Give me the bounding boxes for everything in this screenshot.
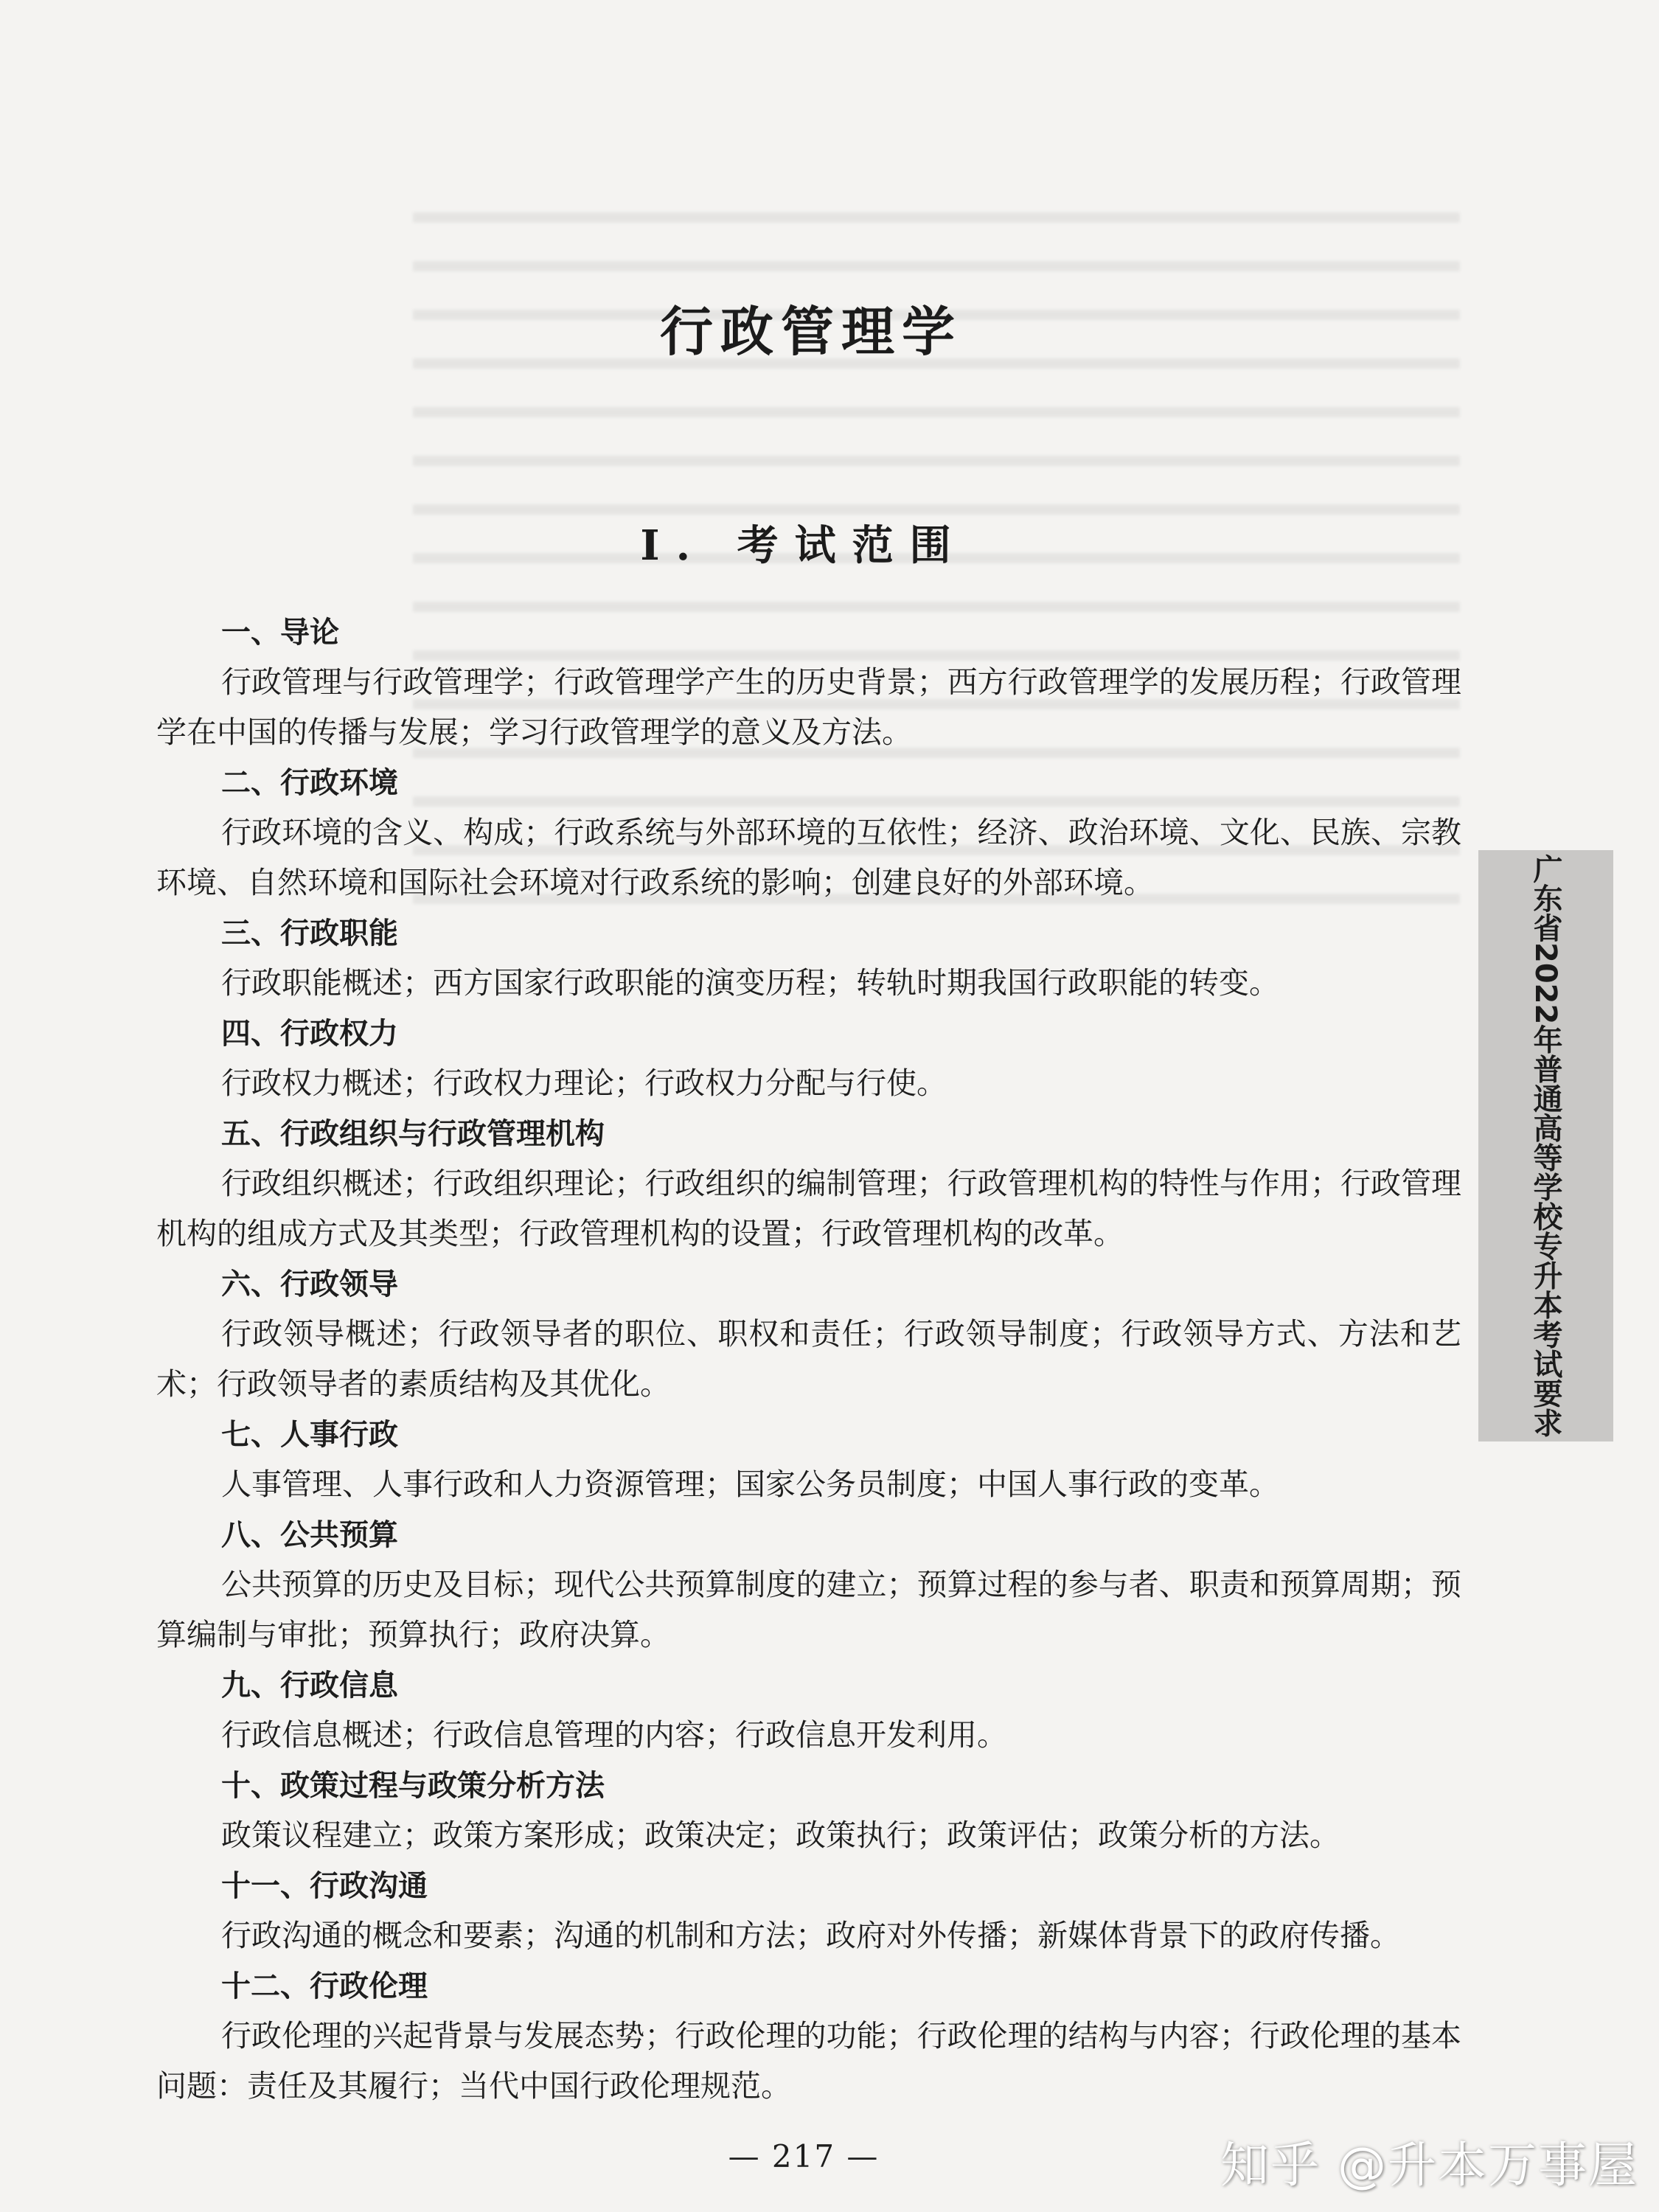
topic-body: 行政管理与行政管理学；行政管理学产生的历史背景；西方行政管理学的发展历程；行政管理学在中国的传播与发展；学习行政管理学的意义及方法。 <box>156 664 1461 750</box>
topic-body: 行政沟通的概念和要素；沟通的机制和方法；政府对外传播；新媒体背景下的政府传播。 <box>221 1918 1400 1953</box>
topic-body: 人事管理、人事行政和人力资源管理；国家公务员制度；中国人事行政的变革。 <box>221 1467 1279 1502</box>
topic-heading: 四、行政权力 <box>221 1017 398 1051</box>
topic-heading: 七、人事行政 <box>221 1418 398 1452</box>
topic-heading: 六、行政领导 <box>221 1267 398 1301</box>
topic-body: 政策议程建立；政策方案形成；政策决定；政策执行；政策评估；政策分析的方法。 <box>221 1818 1340 1853</box>
topic-item <box>156 1862 1461 1961</box>
topic-item <box>156 1511 1461 1660</box>
topic-item <box>156 1411 1461 1509</box>
side-tab-label: 广东省2022年普通高等学校专升本考试要求 <box>1528 854 1562 1438</box>
page-title: 行政管理学 <box>659 301 962 363</box>
topic-item <box>156 909 1461 1008</box>
topic-body: 行政伦理的兴起背景与发展态势；行政伦理的功能；行政伦理的结构与内容；行政伦理的基本问题：责任及其履行；当代中国行政伦理规范。 <box>156 2018 1461 2104</box>
topic-item <box>156 1110 1461 1259</box>
topic-body: 行政职能概述；西方国家行政职能的演变历程；转轨时期我国行政职能的转变。 <box>221 965 1279 1001</box>
topic-body: 行政领导概述；行政领导者的职位、职权和责任；行政领导制度；行政领导方式、方法和艺术；行政领导者的素质结构及其优化。 <box>156 1316 1461 1402</box>
topic-item <box>156 759 1461 908</box>
topic-heading: 三、行政职能 <box>221 917 398 950</box>
topic-body: 行政环境的含义、构成；行政系统与外部环境的互依性；经济、政治环境、文化、民族、宗教环境、自然环境和国际社会环境对行政系统的影响；创建良好的外部环境。 <box>156 815 1461 900</box>
topic-heading: 二、行政环境 <box>221 766 398 800</box>
topic-body: 行政组织概述；行政组织理论；行政组织的编制管理；行政管理机构的特性与作用；行政管理机构的组成方式及其类型；行政管理机构的设置；行政管理机构的改革。 <box>156 1166 1461 1251</box>
topic-body: 行政信息概述；行政信息管理的内容；行政信息开发利用。 <box>221 1717 1007 1753</box>
topic-heading: 十一、行政沟通 <box>221 1869 428 1903</box>
topic-body: 行政权力概述；行政权力理论；行政权力分配与行使。 <box>221 1065 947 1101</box>
watermark: 知乎 @升本万事屋 <box>1220 2137 1638 2194</box>
topic-body: 公共预算的历史及目标；现代公共预算制度的建立；预算过程的参与者、职责和预算周期；预算编制与审批；预算执行；政府决算。 <box>156 1567 1461 1652</box>
topic-list <box>156 608 1461 2112</box>
topic-item <box>156 1661 1461 1760</box>
topic-heading: 九、行政信息 <box>221 1669 398 1703</box>
topic-heading: 五、行政组织与行政管理机构 <box>221 1117 605 1151</box>
topic-item <box>156 1962 1461 2111</box>
topic-item <box>156 1009 1461 1108</box>
topic-item <box>156 608 1461 757</box>
topic-item <box>156 1761 1461 1860</box>
topic-heading: 十、政策过程与政策分析方法 <box>221 1769 605 1803</box>
topic-heading: 十二、行政伦理 <box>221 1969 428 2003</box>
topic-item <box>156 1260 1461 1409</box>
section-title: I. 考试范围 <box>640 521 967 570</box>
topic-heading: 八、公共预算 <box>221 1518 398 1552</box>
side-tab <box>1478 850 1613 1441</box>
page-number: — 217 — <box>728 2138 880 2174</box>
topic-heading: 一、导论 <box>221 616 339 650</box>
